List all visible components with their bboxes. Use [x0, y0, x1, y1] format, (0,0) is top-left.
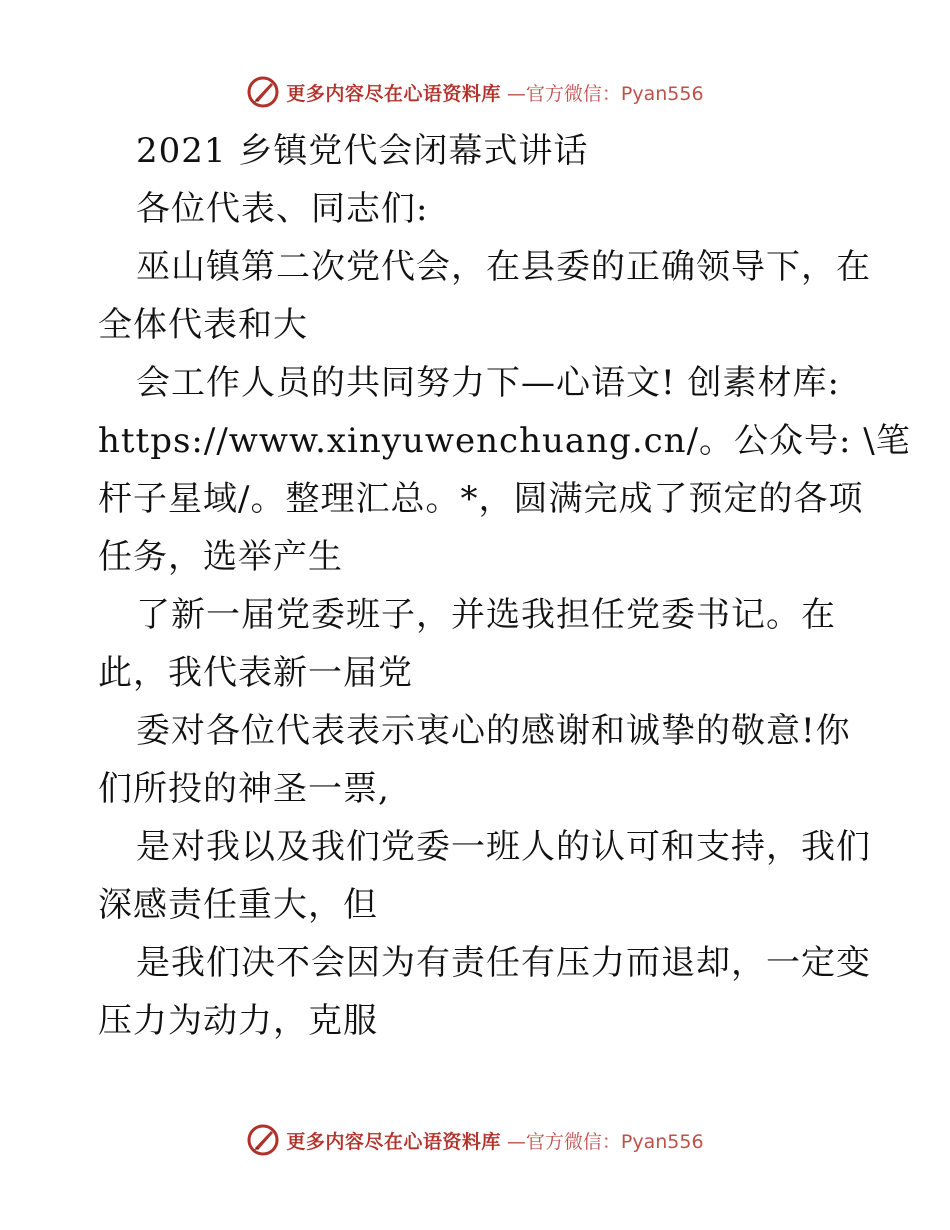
- paragraph-line: 会工作人员的共同努力下—心语文! 创素材库:: [136, 363, 840, 403]
- paragraph-line: 全体代表和大: [98, 305, 308, 345]
- header-wechat-text: —官方微信：Pyan556: [506, 82, 704, 105]
- quill-pen-logo-icon: [246, 1123, 280, 1157]
- paragraph-line: 了新一届党委班子，并选我担任党委书记。在: [136, 595, 836, 635]
- paragraph-line: 是我们决不会因为有责任有压力而退却，一定变: [136, 943, 871, 983]
- paragraph-line: https://www.xinyuwenchuang.cn/。公众号: \笔: [98, 421, 911, 461]
- salutation: 各位代表、同志们:: [136, 189, 429, 229]
- paragraph-line: 此，我代表新一届党: [98, 653, 413, 693]
- footer-watermark: [0, 1120, 950, 1160]
- document-body: [98, 122, 911, 1050]
- paragraph-line: 巫山镇第二次党代会，在县委的正确领导下，在: [136, 247, 871, 287]
- paragraph-line: 压力为动力，克服: [98, 1001, 378, 1041]
- paragraph-line: 委对各位代表表示衷心的感谢和诚挚的敬意!你: [136, 711, 851, 751]
- paragraph-line: 任务，选举产生: [98, 537, 343, 577]
- footer-wechat-text: —官方微信：Pyan556: [506, 1130, 704, 1153]
- document-title: 2021 乡镇党代会闭幕式讲话: [136, 131, 589, 171]
- header-watermark: [0, 72, 950, 112]
- quill-pen-logo-icon: [246, 75, 280, 109]
- paragraph-line: 是对我以及我们党委一班人的认可和支持，我们: [136, 827, 871, 867]
- footer-site-text: 更多内容尽在心语资料库: [286, 1130, 501, 1153]
- paragraph-line: 们所投的神圣一票,: [98, 769, 390, 809]
- paragraph-line: 杆子星域/。整理汇总。*，圆满完成了预定的各项: [98, 479, 864, 519]
- paragraph-line: 深感责任重大，但: [98, 885, 378, 925]
- header-site-text: 更多内容尽在心语资料库: [286, 82, 501, 105]
